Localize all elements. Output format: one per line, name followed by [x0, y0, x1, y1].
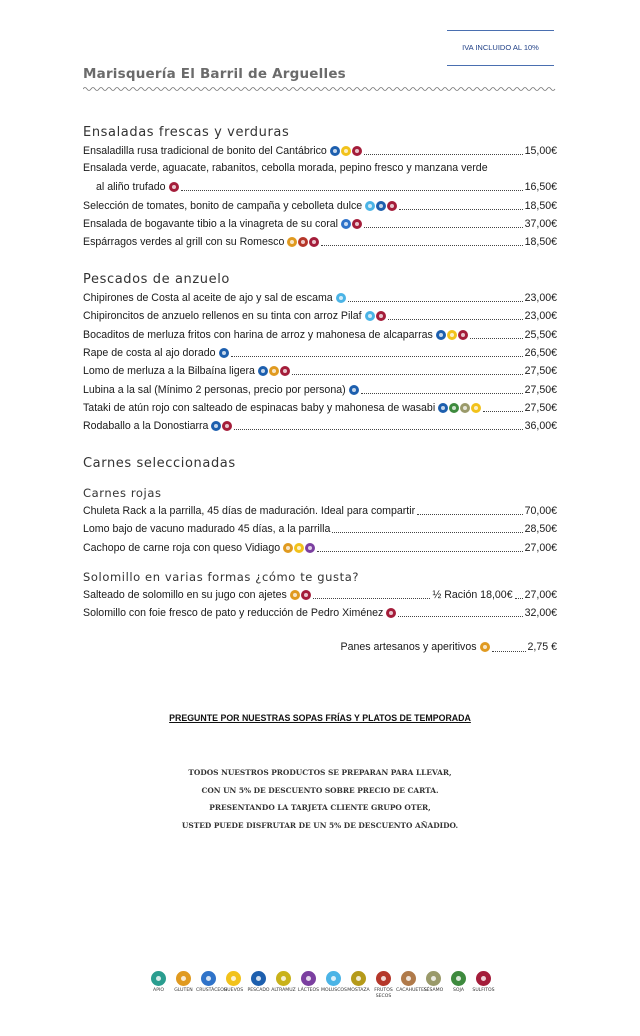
menu-item-name: Rodaballo a la Donostiarra [83, 420, 209, 432]
restaurant-name: Marisquería El Barril de Arguelles [83, 66, 346, 82]
sesamo-allergen-icon [460, 403, 470, 413]
legend-item [221, 971, 246, 1000]
sulfitos-allergen-icon [301, 590, 311, 600]
cacahuetes-icon [401, 971, 416, 986]
leader-dots [398, 615, 522, 617]
menu-item-price: 27,00€ [524, 589, 557, 601]
menu-item-name: al aliño trufado [96, 181, 166, 193]
gluten-allergen-icon [290, 590, 300, 600]
pescado-allergen-icon [376, 201, 386, 211]
menu-item-name: Lomo bajo de vacuno madurado 45 días, a la parrilla [83, 523, 331, 535]
legend-label: APIO [153, 988, 164, 993]
menu-item-name: Chipirones de Costa al aceite de ajo y sal de escama [83, 292, 333, 304]
menu-item [96, 179, 557, 195]
menu-item [83, 382, 557, 398]
leader-dots [313, 597, 431, 599]
legend-item [296, 971, 321, 1000]
legend-label: CACAHUETES [396, 988, 427, 993]
legend-label: HUEVOS [223, 988, 244, 993]
sulfitos-allergen-icon [280, 366, 290, 376]
menu-item [83, 327, 557, 343]
allergen-icons [330, 146, 362, 156]
pescado-allergen-icon [258, 366, 268, 376]
menu-item [83, 308, 557, 324]
legend-item [446, 971, 471, 1000]
pescado-allergen-icon [219, 348, 229, 358]
menu-item-price: 28,50€ [524, 523, 557, 535]
allergen-icons [211, 421, 232, 431]
legend-item [196, 971, 227, 1000]
leader-dots [399, 208, 522, 210]
pescado-allergen-icon [349, 385, 359, 395]
sulfitos-allergen-icon [222, 421, 232, 431]
sulfitos-allergen-icon [352, 146, 362, 156]
allergen-icons [349, 385, 359, 395]
menu-item [83, 198, 557, 214]
menu-item-name: Ensaladilla rusa tradicional de bonito del Cantábrico [83, 145, 327, 157]
leader-dots [388, 318, 523, 320]
allergen-icons [258, 366, 290, 376]
legend-label: SÉSAMO [423, 988, 444, 993]
pescado-allergen-icon [438, 403, 448, 413]
gluten-allergen-icon [480, 642, 490, 652]
menu-item-price: 27,50€ [524, 402, 557, 414]
takeaway-discount-notice [0, 764, 640, 834]
leader-dots [317, 550, 522, 552]
menu-item [83, 143, 557, 159]
menu-item-name: Salteado de solomillo en su jugo con ajetes [83, 589, 287, 601]
legend-label: SULFITOS [472, 988, 495, 993]
menu-item-price: 18,50€ [524, 236, 557, 248]
huevos-allergen-icon [294, 543, 304, 553]
legend-label: CRUSTÁCEOS [196, 988, 227, 993]
menu-item-name: Bocaditos de merluza fritos con harina de arroz y mahonesa de alcaparras [83, 329, 433, 341]
seasonal-dishes-notice: PREGUNTE POR NUESTRAS SOPAS FRÍAS Y PLATOS DE TEMPORADA [169, 713, 471, 723]
menu-item-name: Lomo de merluza a la Bilbaína ligera [83, 365, 255, 377]
legend-item [346, 971, 371, 1000]
huevos-allergen-icon [447, 330, 457, 340]
pescado-allergen-icon [330, 146, 340, 156]
legend-item [321, 971, 346, 1000]
moluscos-icon [326, 971, 341, 986]
legend-item [171, 971, 196, 1000]
legend-item [271, 971, 296, 1000]
allergen-icons [436, 330, 468, 340]
sulfitos-allergen-icon [376, 311, 386, 321]
menu-item-name: Espárragos verdes al grill con su Romesco [83, 236, 285, 248]
allergen-icons [336, 293, 346, 303]
soja-icon [451, 971, 466, 986]
menu-item-name: Selección de tomates, bonito de campaña y cebolleta dulce [83, 200, 363, 212]
menu-item-price: 16,50€ [524, 181, 557, 193]
sesamo-icon [426, 971, 441, 986]
mostaza-icon [351, 971, 366, 986]
menu-item-price: 18,50€ [524, 200, 557, 212]
moluscos-allergen-icon [336, 293, 346, 303]
legend-item [471, 971, 496, 1000]
leader-dots [361, 392, 523, 394]
leader-dots [292, 373, 523, 375]
moluscos-allergen-icon [365, 311, 375, 321]
legend-item [396, 971, 427, 1000]
menu-item [83, 400, 557, 416]
leader-dots [332, 531, 522, 533]
iva-notice: IVA INCLUIDO AL 10% [447, 30, 554, 66]
lacteos-allergen-icon [305, 543, 315, 553]
decorative-wave-divider [83, 86, 557, 92]
section-title-carnes: Carnes seleccionadas [83, 456, 236, 471]
menu-item-name: Rape de costa al ajo dorado [83, 347, 216, 359]
moluscos-allergen-icon [365, 201, 375, 211]
menu-item [83, 290, 557, 306]
menu-item [83, 605, 557, 621]
menu-item [83, 418, 557, 434]
allergen-icons [365, 201, 397, 211]
menu-item [83, 345, 557, 361]
leader-dots [234, 428, 522, 430]
sulfitos-allergen-icon [352, 219, 362, 229]
menu-item [83, 363, 557, 379]
pescado-icon [251, 971, 266, 986]
menu-item-price: 27,50€ [524, 384, 557, 396]
sulfitos-allergen-icon [386, 608, 396, 618]
leader-dots [231, 355, 523, 357]
legend-item [246, 971, 271, 1000]
huevos-icon [226, 971, 241, 986]
menu-item [83, 540, 557, 556]
legend-label: LÁCTEOS [297, 988, 320, 993]
legend-label: MOLUSCOS [321, 988, 347, 993]
menu-item-price: 23,00€ [524, 310, 557, 322]
frutos-secos-allergen-icon [298, 237, 308, 247]
allergen-legend [146, 971, 496, 1000]
allergen-icons [386, 608, 396, 618]
menu-item-name: Chuleta Rack a la parrilla, 45 días de maduración. Ideal para compartir [83, 505, 416, 517]
pescado-allergen-icon [211, 421, 221, 431]
menu-item-price: 37,00€ [524, 218, 557, 230]
bread-item-name: Panes artesanos y aperitivos [340, 641, 477, 653]
leader-dots [492, 643, 526, 652]
menu-item-price: 70,00€ [524, 505, 557, 517]
allergen-icons [365, 311, 386, 321]
section-title-pescados: Pescados de anzuelo [83, 272, 230, 287]
allergen-icons [438, 403, 481, 413]
huevos-allergen-icon [471, 403, 481, 413]
leader-dots [364, 153, 523, 155]
menu-item-name: Lubina a la sal (Mínimo 2 personas, precio por persona) [83, 384, 346, 396]
lacteos-icon [301, 971, 316, 986]
crustaceos-allergen-icon [341, 219, 351, 229]
sulfitos-allergen-icon [309, 237, 319, 247]
allergen-icons [287, 237, 319, 247]
bread-item-price: 2,75 € [527, 641, 557, 653]
leader-dots [364, 226, 523, 228]
subsection-title-carnes-rojas: Carnes rojas [83, 486, 162, 500]
leader-dots [321, 244, 522, 246]
menu-item [83, 587, 557, 603]
leader-dots [348, 300, 523, 302]
altramuz-icon [276, 971, 291, 986]
crustaceos-icon [201, 971, 216, 986]
menu-item [83, 503, 557, 519]
leader-dots [483, 410, 522, 412]
allergen-icons [283, 543, 315, 553]
legend-label: GLUTEN [174, 988, 193, 993]
huevos-allergen-icon [341, 146, 351, 156]
menu-item-price: 25,50€ [524, 329, 557, 341]
legend-item [371, 971, 396, 1000]
bread-item [341, 641, 558, 653]
sulfitos-allergen-icon [458, 330, 468, 340]
menu-item-name: Chipironcitos de anzuelo rellenos en su tinta con arroz Pilaf [83, 310, 362, 322]
pescado-allergen-icon [436, 330, 446, 340]
gluten-allergen-icon [269, 366, 279, 376]
notice-line: PRESENTANDO LA TARJETA CLIENTE GRUPO OTER, [209, 803, 431, 812]
menu-item-price: 26,50€ [524, 347, 557, 359]
menu-item-price: 32,00€ [524, 607, 557, 619]
notice-line: CON UN 5% DE DESCUENTO SOBRE PRECIO DE CARTA. [201, 785, 439, 795]
legend-item [421, 971, 446, 1000]
legend-label: PESCADO [247, 988, 270, 993]
allergen-icons [480, 642, 490, 652]
menu-item [83, 521, 557, 537]
legend-label: ALTRAMUZ [271, 988, 296, 993]
leader-dots [470, 337, 523, 339]
allergen-icons [341, 219, 362, 229]
allergen-icons [290, 590, 311, 600]
half-portion-price: ½ Ración 18,00€ [432, 589, 513, 601]
menu-item-name: Ensalada de bogavante tibio a la vinagreta de su coral [83, 218, 339, 230]
leader-dots [181, 189, 523, 191]
sulfitos-icon [476, 971, 491, 986]
leader-dots [417, 513, 522, 515]
gluten-allergen-icon [287, 237, 297, 247]
leader-dots [515, 597, 523, 599]
menu-item-line: Ensalada verde, aguacate, rabanitos, cebolla morada, pepino fresco y manzana verde [83, 162, 488, 174]
menu-item-price: 23,00€ [524, 292, 557, 304]
gluten-icon [176, 971, 191, 986]
menu-item-price: 27,00€ [524, 542, 557, 554]
gluten-allergen-icon [283, 543, 293, 553]
sulfitos-allergen-icon [387, 201, 397, 211]
menu-item-name: Cachopo de carne roja con queso Vidiago [83, 542, 281, 554]
menu-item-name: Solomillo con foie fresco de pato y reducción de Pedro Ximénez [83, 607, 384, 619]
legend-label: FRUTOS SECOS [374, 988, 393, 999]
notice-line: TODOS NUESTROS PRODUCTOS SE PREPARAN PARA LLEVAR, [188, 768, 452, 777]
frutos-secos-icon [376, 971, 391, 986]
menu-item-price: 27,50€ [524, 365, 557, 377]
menu-item [83, 234, 557, 250]
apio-icon [151, 971, 166, 986]
legend-label: SOJA [453, 988, 464, 993]
menu-item-price: 15,00€ [524, 145, 557, 157]
subsection-title-solomillo: Solomillo en varias formas ¿cómo te gusta? [83, 570, 360, 584]
menu-item-price: 36,00€ [524, 420, 557, 432]
notice-line: USTED PUEDE DISFRUTAR DE UN 5% DE DESCUENTO AÑADIDO. [181, 820, 459, 830]
soja-allergen-icon [449, 403, 459, 413]
allergen-icons [219, 348, 229, 358]
allergen-icons [169, 182, 179, 192]
menu-item [83, 216, 557, 232]
section-title-ensaladas: Ensaladas frescas y verduras [83, 125, 290, 140]
legend-label: MOSTAZA [347, 988, 370, 993]
sulfitos-allergen-icon [169, 182, 179, 192]
menu-item-name: Tataki de atún rojo con salteado de espinacas baby y mahonesa de wasabi [83, 402, 436, 414]
legend-item [146, 971, 171, 1000]
